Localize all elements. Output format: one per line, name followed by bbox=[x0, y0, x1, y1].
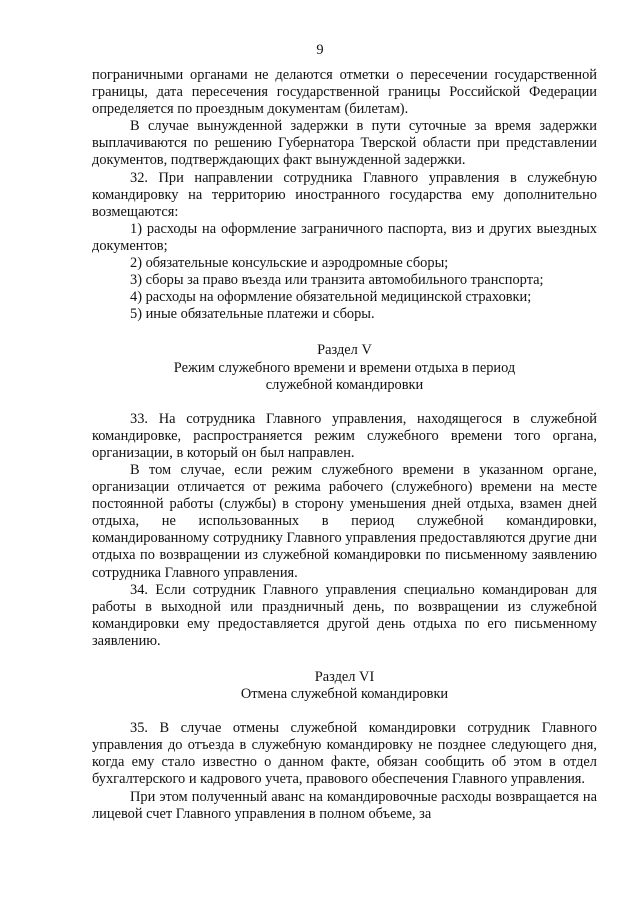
list-item-2: 2) обязательные консульские и аэродромные сборы; bbox=[130, 255, 449, 272]
list-item-5: 5) иные обязательные платежи и сборы. bbox=[130, 306, 375, 323]
section-5-heading bbox=[92, 342, 597, 393]
section-5-title-line1: Режим служебного времени и времени отдыха в период bbox=[173, 359, 516, 376]
section-5-title-line2: служебной командировки bbox=[265, 376, 424, 393]
paragraph-35-continued: При этом полученный аванс на командировочные расходы возвращается на лицевой счет Главного управления в полном объеме, за bbox=[92, 788, 597, 822]
page-content bbox=[92, 67, 597, 823]
paragraph-33-continued: В том случае, если режим служебного времени в указанном органе, организации отличается от режима рабочего (служебного) времени на месте постоянной работы (службы) в сторону уменьшения дней отдыха, взамен дней отдыха, не использованных в период служебной командировки, командированному сотруднику Главного управления предоставляются другие дни отдыха по возвращении из служебной командировки по письменному заявлению сотрудника Главного управления. bbox=[92, 461, 597, 581]
paragraph-forced-delay: В случае вынужденной задержки в пути суточные за время задержки выплачиваются по решению Губернатора Тверской области при представлении документов, подтверждающих факт вынужденной задержки. bbox=[92, 118, 597, 169]
paragraph-35: 35. В случае отмены служебной командировки сотрудник Главного управления до отъезда в служебную командировку не позднее следующего дня, когда ему стало известно о данном факте, обязан сообщить об этом в отдел бухгалтерского и кадрового учета, правового обеспечения Главного управления. bbox=[92, 720, 597, 788]
list-item-4: 4) расходы на оформление обязательной медицинской страховки; bbox=[130, 289, 532, 306]
paragraph-border-marks: пограничными органами не делаются отметки о пересечении государственной границы, дата пересечения государственной границы Российской Федерации определяется по проездным документам (билетам). bbox=[92, 67, 597, 118]
section-6-title: Отмена служебной командировки bbox=[240, 686, 449, 703]
list-item-1: 1) расходы на оформление заграничного паспорта, виз и других выездных документов; bbox=[92, 220, 597, 254]
section-5-label: Раздел V bbox=[317, 342, 372, 359]
paragraph-32: 32. При направлении сотрудника Главного управления в служебную командировку на территорию иностранного государства ему дополнительно возмещаются: bbox=[92, 169, 597, 220]
list-item-3: 3) сборы за право въезда или транзита автомобильного транспорта; bbox=[130, 272, 544, 289]
page-number: 9 bbox=[316, 42, 324, 58]
paragraph-33: 33. На сотрудника Главного управления, находящегося в служебной командировке, распространяется режим служебного времени того органа, организации, в который он был направлен. bbox=[92, 410, 597, 461]
section-6-heading bbox=[92, 669, 597, 703]
paragraph-34: 34. Если сотрудник Главного управления специально командирован для работы в выходной или праздничный день, по возвращении из служебной командировки ему предоставляется другой день отдыха по его письменному заявлению. bbox=[92, 581, 597, 649]
section-6-label: Раздел VI bbox=[314, 669, 375, 685]
